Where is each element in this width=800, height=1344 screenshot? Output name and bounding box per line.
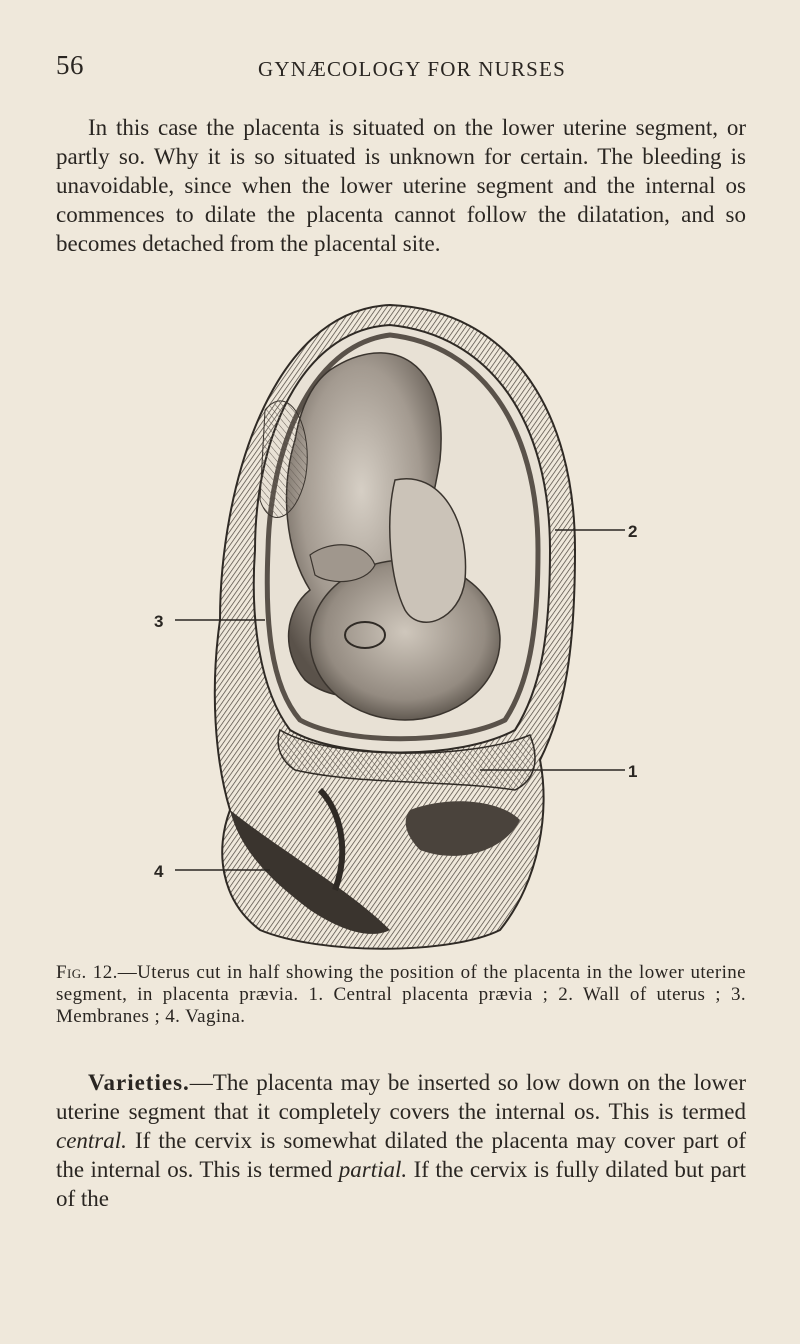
- para2-text-c: If the cervix is fully dilated but part of the: [56, 1157, 746, 1211]
- figure-uterus-illustration: [120, 290, 660, 960]
- label-1: 1: [628, 762, 638, 781]
- caption-text: —Uterus cut in half showing the position of the placenta in the lower uterine segment, in placenta prævia. 1. Central placenta prævia ; 2. Wall of uterus ; 3. Membranes ; 4. Vagina.: [56, 962, 747, 1027]
- uterus-cross-section-drawing: [120, 290, 660, 960]
- body-paragraph-1: In this case the placenta is situated on the lower uterine segment, or partly so. Why it is so situated is unknown for certain. The bleeding is unavoidable, since when the lower uterine segment and the internal os commences to dilate the placenta cannot follow the dilatation, and so becomes detached from the placental site.: [56, 115, 746, 256]
- label-3: 3: [154, 612, 164, 631]
- page-number: 56: [56, 50, 84, 80]
- section-heading-varieties: Varieties.: [88, 1070, 190, 1095]
- caption-lead: Fig. 12.: [56, 962, 118, 983]
- term-central: central.: [56, 1128, 127, 1153]
- body-paragraph-2: [56, 1068, 746, 1213]
- para2-text-b: If the cervix is somewhat dilated the placenta may cover part of the internal os. This is termed: [56, 1128, 746, 1182]
- para2-text-a: —The placenta may be inserted so low down on the lower uterine segment that it completely covers the internal os. This is termed: [56, 1070, 746, 1124]
- running-head: GYNÆCOLOGY FOR NURSES: [258, 57, 566, 81]
- figure-caption: [56, 962, 746, 1028]
- label-4: 4: [154, 862, 164, 881]
- term-partial: partial.: [338, 1157, 408, 1182]
- label-2: 2: [628, 522, 638, 541]
